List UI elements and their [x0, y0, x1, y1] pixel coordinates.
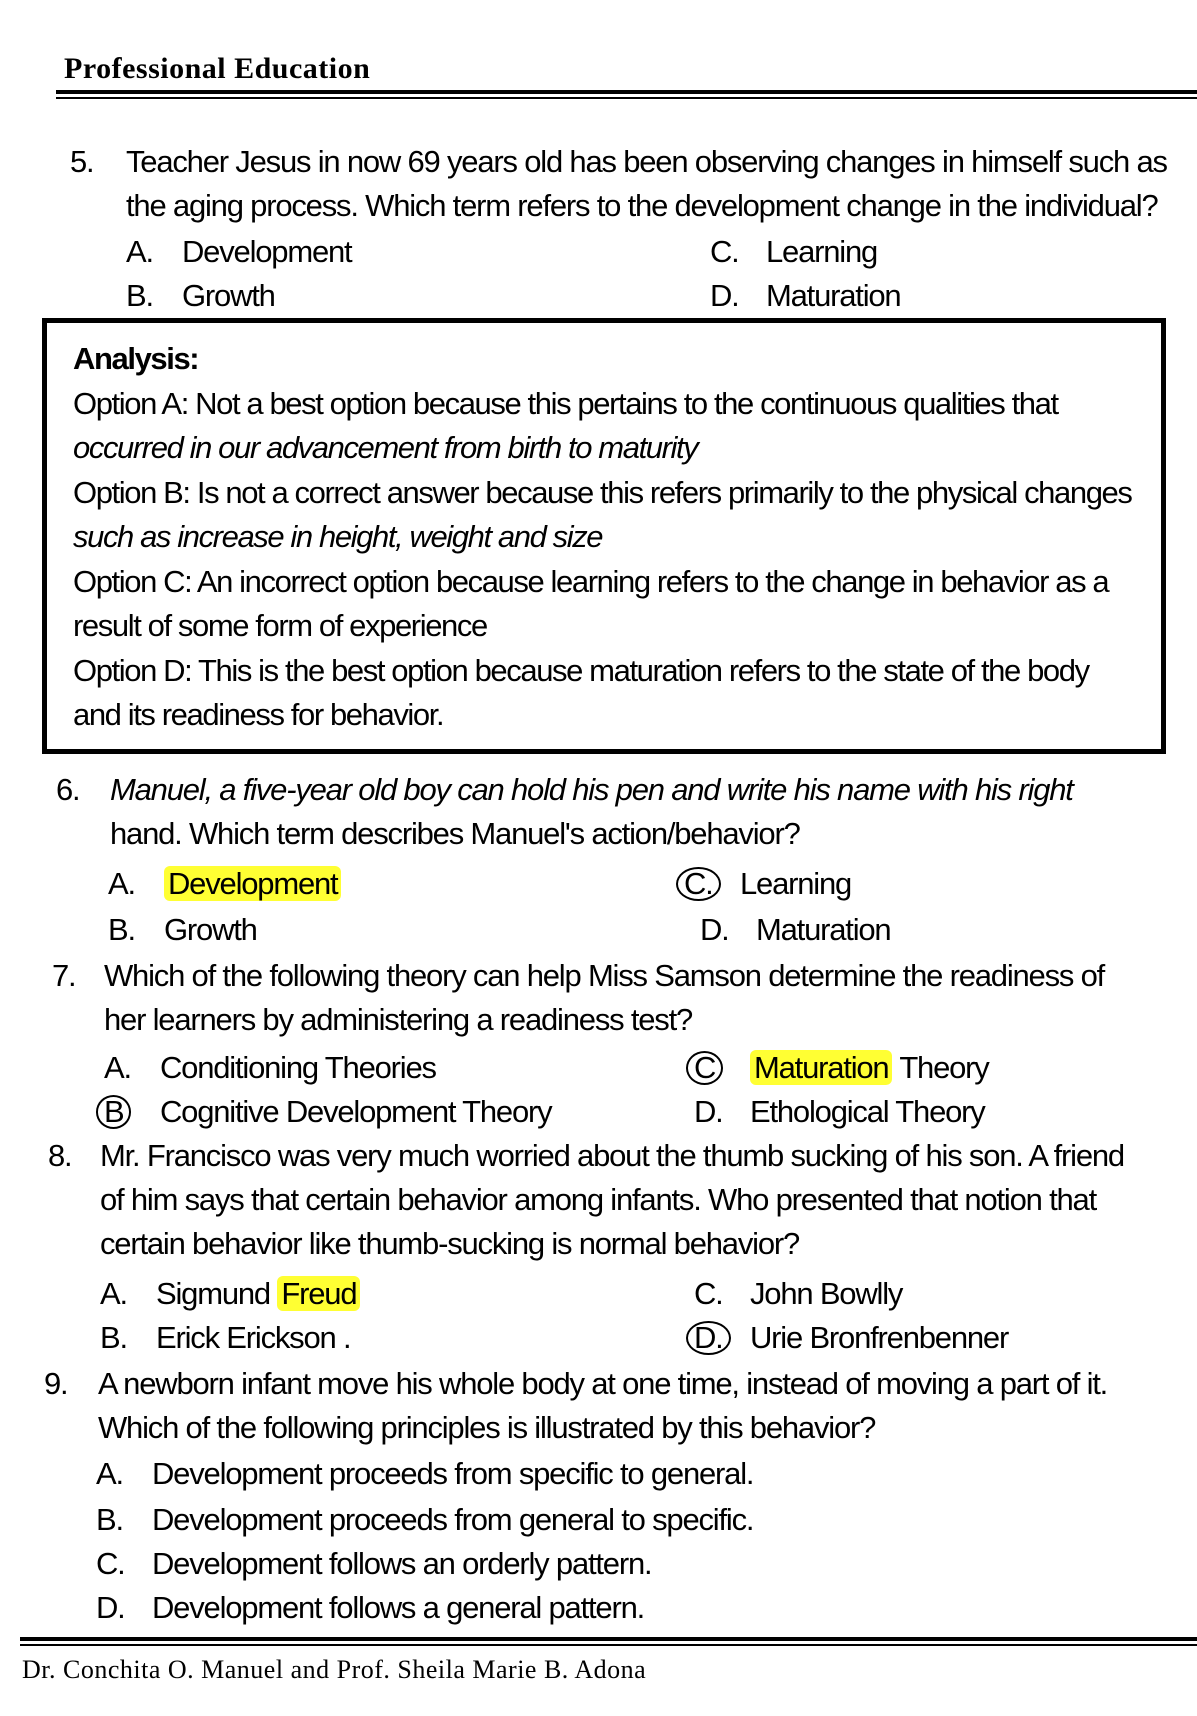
question-stem-line: Which of the following principles is illustrated by this behavior? — [98, 1410, 876, 1445]
question-9 — [44, 1362, 1176, 1452]
footer-rule — [20, 1637, 1197, 1641]
option-7d: D. Ethological Theory — [694, 1094, 985, 1129]
analysis-title: Analysis: — [73, 341, 199, 376]
option-9c: C. Development follows an orderly pattern. — [96, 1546, 652, 1581]
question-8 — [48, 1134, 1176, 1268]
question-stem-line: A newborn infant move his whole body at one time, instead of moving a part of it. — [98, 1366, 1108, 1401]
analysis-line: occurred in our advancement from birth to maturity — [73, 430, 698, 465]
option-7c: C Maturation Theory — [694, 1046, 989, 1090]
question-stem-line: Manuel, a five-year old boy can hold his pen and write his name with his right — [110, 772, 1073, 807]
option-8a: A. Sigmund Freud — [100, 1272, 360, 1316]
highlighted-answer: Freud — [277, 1276, 360, 1311]
question-stem-line: her learners by administering a readiness test? — [104, 1002, 693, 1037]
question-number: 9. — [44, 1366, 68, 1401]
option-6b: B. Growth — [108, 912, 257, 947]
footer-rule-thin — [20, 1644, 1197, 1646]
option-9d: D. Development follows a general pattern. — [96, 1590, 645, 1625]
highlighted-answer: Development — [164, 866, 341, 901]
analysis-line: Option A: Not a best option because this pertains to the continuous qualities that — [73, 385, 1058, 421]
analysis-line: and its readiness for behavior. — [73, 697, 444, 732]
question-stem-line: Mr. Francisco was very much worried about the thumb sucking of his son. A friend — [100, 1138, 1124, 1173]
option-8c: C. John Bowlly — [694, 1276, 903, 1311]
option-5c: C. Learning — [710, 234, 878, 269]
analysis-line: Option D: This is the best option because maturation refers to the state of the body — [73, 652, 1089, 688]
question-number: 5. — [70, 144, 94, 179]
option-6d: D. Maturation — [700, 912, 891, 947]
question-stem-line: certain behavior like thumb-sucking is normal behavior? — [100, 1226, 800, 1261]
question-stem-line: Teacher Jesus in now 69 years old has been observing changes in himself such as — [126, 144, 1167, 179]
option-5d: D. Maturation — [710, 278, 901, 313]
question-stem-line: the aging process. Which term refers to the development change in the individual? — [126, 188, 1158, 223]
option-8b: B. Erick Erickson . — [100, 1320, 351, 1355]
option-5a: A. Development — [126, 234, 352, 269]
option-5b: B. Growth — [126, 278, 275, 313]
option-6a: A. Development — [108, 862, 341, 906]
question-stem-line: hand. Which term describes Manuel's action/behavior? — [110, 816, 800, 851]
header-rule — [56, 90, 1197, 94]
circled-answer-mark: B — [96, 1095, 131, 1129]
option-7b: B Cognitive Development Theory — [104, 1090, 551, 1134]
highlighted-answer: Maturation — [750, 1050, 892, 1085]
question-stem-line: of him says that certain behavior among infants. Who presented that notion that — [100, 1182, 1096, 1217]
circled-answer-mark: C. — [676, 867, 721, 901]
question-number: 6. — [56, 772, 80, 807]
circled-answer-mark: D. — [686, 1321, 731, 1355]
analysis-line: Option B: Is not a correct answer because this refers primarily to the physical changes — [73, 474, 1132, 510]
question-stem-line: Which of the following theory can help Miss Samson determine the readiness of — [104, 958, 1105, 993]
circled-answer-mark: C — [686, 1051, 723, 1085]
analysis-line: Option C: An incorrect option because learning refers to the change in behavior as a — [73, 563, 1109, 599]
question-7 — [52, 954, 1176, 1044]
question-number: 7. — [52, 958, 76, 993]
analysis-box — [42, 318, 1166, 754]
page-header-title: Professional Education — [64, 52, 371, 85]
question-5 — [70, 140, 1180, 230]
footer-authors: Dr. Conchita O. Manuel and Prof. Sheila Marie B. Adona — [22, 1655, 647, 1684]
analysis-line: result of some form of experience — [73, 608, 487, 643]
header-rule-thin — [56, 97, 1197, 99]
option-9a: A. Development proceeds from specific to general. — [96, 1456, 754, 1491]
option-9b: B. Development proceeds from general to specific. — [96, 1502, 754, 1537]
question-number: 8. — [48, 1138, 72, 1173]
analysis-line: such as increase in height, weight and size — [73, 519, 603, 554]
option-6c: C. Learning — [684, 862, 851, 906]
option-8d: D. Urie Bronfrenbenner — [694, 1316, 1008, 1360]
option-7a: A. Conditioning Theories — [104, 1050, 436, 1085]
question-6 — [56, 768, 1176, 858]
